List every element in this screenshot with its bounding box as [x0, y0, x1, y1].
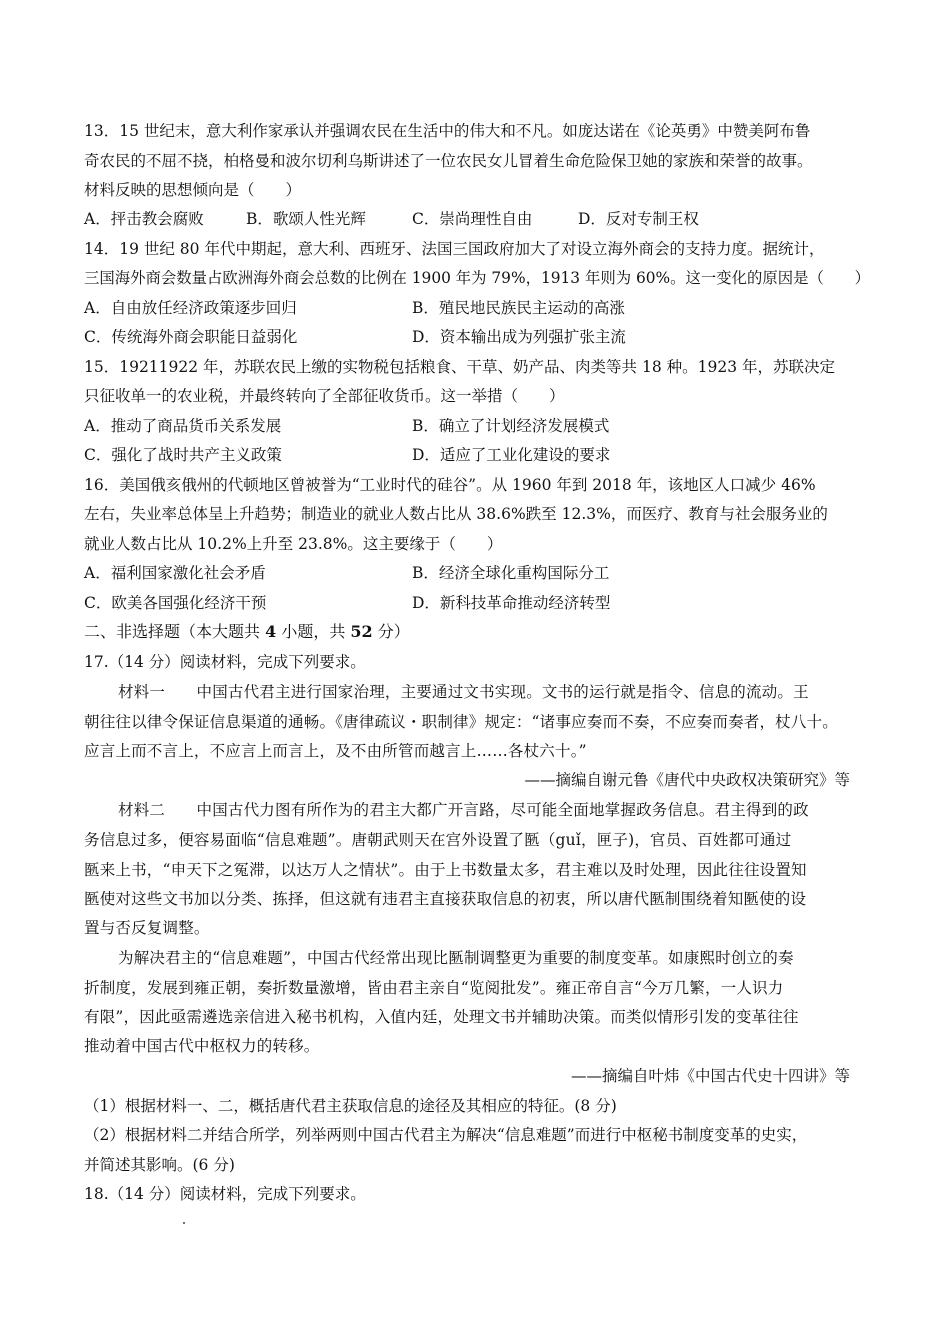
section-2-suffix: 分）: [372, 622, 410, 641]
q16-option-a: A．福利国家激化社会矛盾: [84, 564, 266, 582]
q15-option-b: B．确立了计划经济发展模式: [412, 417, 610, 435]
q17-source-1: ——摘编自谢元鲁《唐代中央政权决策研究》等: [524, 771, 850, 789]
q17-material-2-line-5: 置与否反复调整。: [84, 919, 210, 937]
q17-material-3-line-4: 推动着中国古代中枢权力的转移。: [84, 1037, 320, 1055]
q17-material-2-line-4: 匦使对这些文书加以分类、拣择，但这就有违君主直接获取信息的初衷，所以唐代匦制围绕着知匦使的设: [84, 890, 807, 908]
q14-option-a: A．自由放任经济政策逐步回归: [84, 299, 297, 317]
q15-option-d: D．适应了工业化建设的要求: [412, 446, 611, 464]
q17-ask-2-line-2: 并简述其影响。(6 分): [84, 1156, 235, 1174]
q13-line-3: 材料反映的思想倾向是（ ）: [84, 181, 302, 199]
q13-option-c: C．崇尚理性自由: [412, 210, 533, 228]
q13-option-b: B．歌颂人性光辉: [246, 210, 366, 228]
section-2-score: 52: [350, 622, 373, 641]
section-2-prefix: 二、非选择题（本大题共: [84, 622, 266, 641]
q13-option-a: A．抨击教会腐败: [84, 210, 204, 228]
q13-line-2: 奇农民的不屈不挠，柏格曼和波尔切利乌斯讲述了一位农民女儿冒着生命危险保卫她的家族和荣誉的故事。: [84, 152, 813, 170]
q17-material-2-line-2: 务信息过多，便容易面临“信息难题”。唐朝武则天在宫外设置了匦（guǐ，匣子)，官员、百姓都可通过: [84, 831, 792, 849]
section-2-count: 4: [265, 622, 277, 641]
q14-option-d: D．资本输出成为列强扩张主流: [412, 328, 626, 346]
q18-header: 18.（14 分）阅读材料，完成下列要求。: [84, 1185, 366, 1203]
q16-line-2: 左右，失业率总体呈上升趋势；制造业的就业人数占比从 38.6%跌至 12.3%，而医疗、教育与社会服务业的: [84, 505, 828, 523]
q17-material-2-line-3: 匦来上书，“申天下之冤滞，以达万人之情状”。由于上书数量太多，君主难以及时处理，因此往往设置知: [84, 861, 807, 879]
q17-material-2-line-1: 材料二 中国古代力图有所作为的君主大都广开言路，尽可能全面地掌握政务信息。君主得到的政: [118, 801, 809, 819]
q16-line-1: 16．美国俄亥俄州的代顿地区曾被誉为“工业时代的硅谷”。从 1960 年到 2018 年，该地区人口减少 46%: [84, 476, 816, 494]
q17-material-3-line-2: 折制度，发展到雍正朝，奏折数量激增，皆由君主亲自“览阅批发”。雍正帝自言“今万几繁，一人识力: [84, 979, 784, 997]
q16-option-d: D．新科技革命推动经济转型: [412, 594, 611, 612]
q16-option-c: C．欧美各国强化经济干预: [84, 594, 267, 612]
q15-line-1: 15．19211922 年，苏联农民上缴的实物税包括粮食、干草、奶产品、肉类等共 18 种。1923 年，苏联决定: [84, 358, 835, 376]
q15-option-a: A．推动了商品货币关系发展: [84, 417, 282, 435]
q13-option-d: D．反对专制王权: [578, 210, 699, 228]
q17-ask-2-line-1: （2）根据材料二并结合所学，列举两则中国古代君主为解决“信息难题”而进行中枢秘书制度变革的史实，: [84, 1126, 808, 1144]
q15-option-c: C．强化了战时共产主义政策: [84, 446, 282, 464]
q14-option-c: C．传统海外商会职能日益弱化: [84, 328, 298, 346]
q16-option-b: B．经济全球化重构国际分工: [412, 564, 610, 582]
q17-material-1-line-3: 应言上而不言上，不应言上而言上，及不由所管而越言上……各杖六十。”: [84, 742, 587, 760]
q13-line-1: 13．15 世纪末，意大利作家承认并强调农民在生活中的伟大和不凡。如庞达诺在《论英勇》中赞美阿布鲁: [84, 122, 811, 140]
q15-line-2: 只征收单一的农业税，并最终转向了全部征收货币。这一举措（ ）: [84, 387, 565, 405]
q14-line-2: 三国海外商会数量占欧洲海外商会总数的比例在 1900 年为 79%，1913 年则为 60%。这一变化的原因是（ ）: [84, 269, 871, 287]
q14-option-b: B．殖民地民族民主运动的高涨: [412, 299, 625, 317]
section-2-heading: [84, 622, 410, 642]
q17-source-2: ——摘编自叶炜《中国古代史十四讲》等: [570, 1067, 850, 1085]
q17-ask-1: （1）根据材料一、二，概括唐代君主获取信息的途径及其相应的特征。(8 分): [84, 1097, 617, 1115]
q16-line-3: 就业人数占比从 10.2%上升至 23.8%。这主要缘于（ ）: [84, 535, 503, 553]
section-2-middle: 小题，共: [276, 622, 351, 641]
stray-dot: [183, 1222, 185, 1224]
q17-material-1-line-1: 材料一 中国古代君主进行国家治理，主要通过文书实现。文书的运行就是指令、信息的流动。王: [118, 683, 809, 701]
q17-material-3-line-1: 为解决君主的“信息难题”，中国古代经常出现比匦制调整更为重要的制度变革。如康熙时创立的奏: [118, 949, 794, 967]
q17-material-3-line-3: 有限”，因此亟需遴选亲信进入秘书机构，入值内廷，处理文书并辅助决策。而类似情形引发的变革往往: [84, 1008, 799, 1026]
q17-material-1-line-2: 朝往往以律令保证信息渠道的通畅。《唐律疏议・职制律》规定：“诸事应奏而不奏，不应奏而奏者，杖八十。: [84, 713, 838, 731]
q14-line-1: 14．19 世纪 80 年代中期起，意大利、西班牙、法国三国政府加大了对设立海外商会的支持力度。据统计，: [84, 240, 825, 258]
q17-header: 17.（14 分）阅读材料，完成下列要求。: [84, 653, 366, 671]
